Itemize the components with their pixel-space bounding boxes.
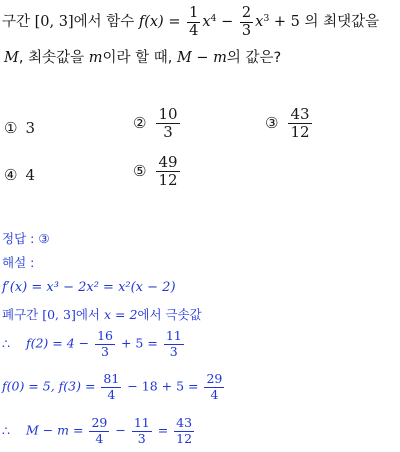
var-M: M xyxy=(4,50,19,66)
equals-sign: = xyxy=(157,422,169,438)
choice-marker: ③ xyxy=(265,113,279,132)
fraction: $\frac{81}{4}$ xyxy=(103,371,120,402)
fraction-2-3: $\frac{2}{3}$ xyxy=(241,5,252,39)
question-line-1 xyxy=(2,6,379,38)
choice-fraction: $\frac{43}{12}$ xyxy=(290,105,310,141)
question-text: , 최솟값을 xyxy=(18,50,85,66)
interval-line xyxy=(2,305,202,323)
question-text: 에서 함수 xyxy=(73,14,135,30)
choice-4[interactable] xyxy=(4,166,35,184)
derivative-line xyxy=(2,280,176,295)
therefore-symbol: ∴ xyxy=(2,422,10,438)
exponent: 3 xyxy=(263,12,270,24)
derivative: f′(x) = x³ − 2x² = x²(x − 2) xyxy=(2,280,176,295)
var-m: m xyxy=(88,50,103,66)
minus-sign: − xyxy=(221,14,234,30)
f2-mid: + 5 = xyxy=(120,335,158,351)
var-x: x xyxy=(255,14,264,30)
var-x: x xyxy=(202,14,211,30)
question-text: 이라 할 때, xyxy=(102,50,173,66)
f0-f3-line xyxy=(2,373,226,401)
choice-1[interactable] xyxy=(4,119,35,137)
choice-2[interactable] xyxy=(133,107,182,140)
answer-label: 정답 : xyxy=(2,231,35,246)
therefore-symbol: ∴ xyxy=(2,335,10,351)
f3-mid: − 18 + 5 = xyxy=(127,378,199,394)
question-text: 의 최댓값을 xyxy=(304,14,380,30)
answer-marker: ③ xyxy=(38,231,50,246)
explanation-label xyxy=(2,253,34,271)
choice-marker: ② xyxy=(133,113,147,132)
answer-line xyxy=(2,229,50,247)
f0-f3-expr: f(0) = 5, f(3) = xyxy=(2,378,96,394)
exponent: 4 xyxy=(210,12,217,24)
solution-text: 폐구간 xyxy=(2,307,39,322)
function-lhs: f(x) = xyxy=(138,14,181,30)
choice-marker: ⑤ xyxy=(133,161,147,180)
question-line-2 xyxy=(4,46,281,67)
f2-line xyxy=(2,330,186,358)
expr-M-minus-m: M − m xyxy=(176,50,227,66)
choice-marker: ① xyxy=(4,119,18,137)
x-equals-2: x = 2 xyxy=(103,307,138,322)
fraction: $\frac{29}{4}$ xyxy=(206,371,223,402)
final-lhs: M − m = xyxy=(25,422,84,438)
solution-text: 에서 극솟값 xyxy=(137,307,202,322)
fraction: $\frac{29}{4}$ xyxy=(91,415,108,446)
interval: [0, 3] xyxy=(34,14,74,30)
fraction: $\frac{11}{3}$ xyxy=(133,415,150,446)
solution-text: 에서 xyxy=(75,307,100,322)
final-line xyxy=(2,417,196,445)
choice-fraction: $\frac{49}{12}$ xyxy=(158,153,178,189)
fraction: $\frac{43}{12}$ xyxy=(176,415,193,446)
choice-fraction: $\frac{10}{3}$ xyxy=(158,105,178,141)
choice-3[interactable] xyxy=(265,107,314,140)
question-text: 의 값은? xyxy=(226,50,282,66)
fraction-1-4: $\frac{1}{4}$ xyxy=(189,5,199,39)
choice-marker: ④ xyxy=(4,166,18,184)
constant-term: + 5 xyxy=(273,14,300,30)
choice-5[interactable] xyxy=(133,155,182,188)
question-text: 구간 xyxy=(2,14,31,30)
interval: [0, 3] xyxy=(42,307,76,322)
minus-sign: − xyxy=(115,422,126,438)
choice-value: 4 xyxy=(25,166,35,184)
fraction: $\frac{11}{3}$ xyxy=(165,328,182,359)
choice-value: 3 xyxy=(25,119,35,137)
explanation-label-text: 해설 : xyxy=(2,255,35,270)
fraction: $\frac{16}{3}$ xyxy=(97,328,113,359)
f2-expr: f(2) = 4 − xyxy=(25,335,90,351)
